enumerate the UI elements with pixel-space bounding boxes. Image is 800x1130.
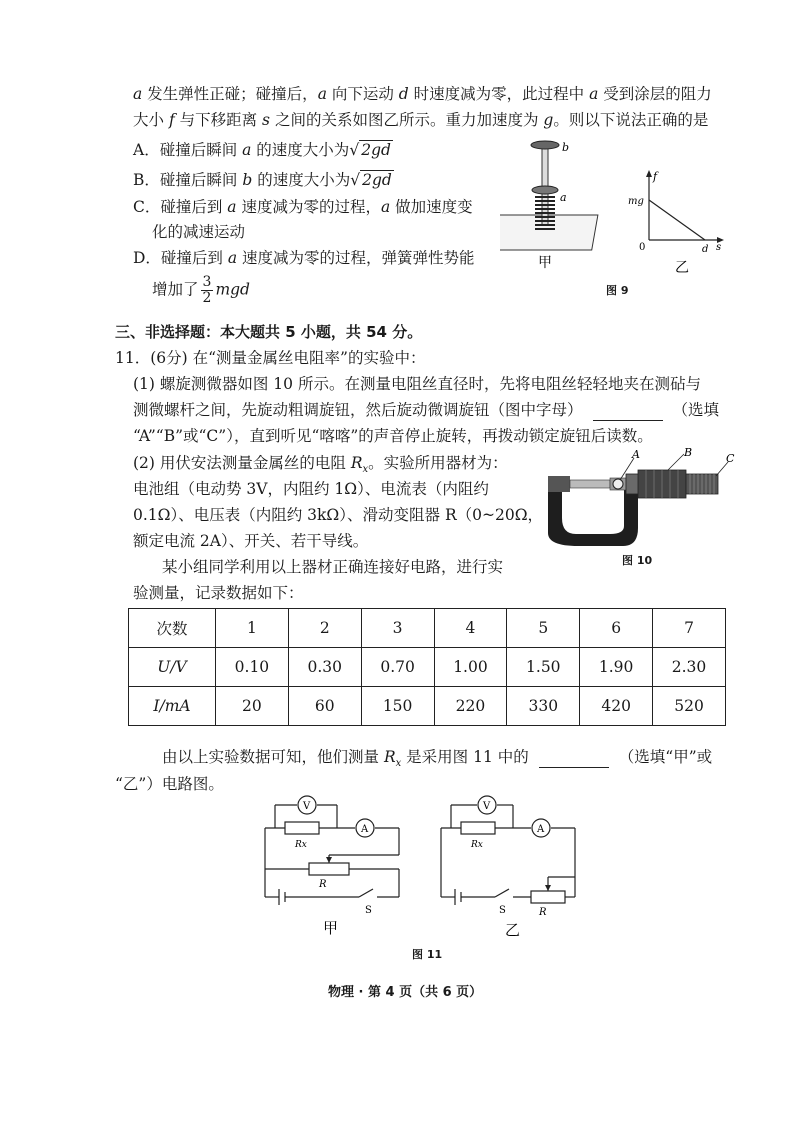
fig9-label-b: b xyxy=(562,141,570,154)
table-header-cell: 次数 xyxy=(129,609,216,648)
fig11-s-jia: S xyxy=(365,905,372,916)
fig11-ammeter-jia: A xyxy=(361,824,369,835)
circuit-yi xyxy=(441,796,575,905)
page-footer: 物理 · 第 4 页（共 6 页） xyxy=(328,985,483,1000)
table-header-row xyxy=(129,609,726,648)
fig9-axis-mg: mg xyxy=(628,196,644,207)
fig9-axis-f: f xyxy=(653,170,658,183)
fig9-caption: 图 9 xyxy=(606,284,629,297)
fig11-ammeter-yi: A xyxy=(537,824,545,835)
circuit-jia xyxy=(265,796,399,905)
table-cell: 520 xyxy=(653,687,726,726)
q11-part2-line5: 某小组同学利用以上器材正确连接好电路，进行实 xyxy=(162,558,504,576)
fig11-r-jia: R xyxy=(319,879,327,890)
table-cell: 60 xyxy=(288,687,361,726)
option-c: C．碰撞后到 a 速度减为零的过程，a 做加速度变 xyxy=(133,198,473,216)
fig11-label-jia: 甲 xyxy=(323,919,339,937)
table-row xyxy=(129,648,726,687)
fig10-label-b: B xyxy=(684,448,693,459)
table-cell: 1.50 xyxy=(507,648,580,687)
fig11-r-yi: R xyxy=(539,907,547,918)
q11-part1-line1: (1) 螺旋测微器如图 10 所示。在测量电阻丝直径时，先将电阻丝轻轻地夹在测砧与 xyxy=(133,375,701,393)
table-cell: U/V xyxy=(129,648,216,687)
q11-part2-line4: 额定电流 2A）、开关、若干导线。 xyxy=(133,532,369,550)
option-d-line-2: 增加了 $\frac{3}{2}$ mgd xyxy=(152,274,250,306)
table-cell: 1.90 xyxy=(580,648,653,687)
table-header-cell: 6 xyxy=(580,609,653,648)
fig11-voltmeter-yi: V xyxy=(483,801,491,812)
fraction-three-halves: $\frac{3}{2}$ xyxy=(202,274,212,306)
section-3-heading: 三、非选择题：本大题共 5 小题，共 54 分。 xyxy=(115,323,423,341)
fig9-label-yi: 乙 xyxy=(675,260,689,276)
table-cell: I/mA xyxy=(129,687,216,726)
answer-blank-1[interactable] xyxy=(593,400,663,421)
fig11-rx-jia: Rx xyxy=(295,840,307,850)
q11-part1-line3: “A”“B”或“C”），直到听见“喀喀”的声音停止旋转，再拨动锁定旋钮后读数。 xyxy=(133,427,653,445)
table-cell: 420 xyxy=(580,687,653,726)
fig11-rx-yi: Rx xyxy=(471,840,483,850)
table-cell: 0.70 xyxy=(361,648,434,687)
fig9-label-a: a xyxy=(560,191,567,204)
table-header-cell: 3 xyxy=(361,609,434,648)
table-header-cell: 1 xyxy=(216,609,289,648)
option-a: A．碰撞后瞬间 a 的速度大小为√ 2gd xyxy=(133,141,391,159)
table-cell: 1.00 xyxy=(434,648,507,687)
figure-11-circuits xyxy=(255,785,585,940)
option-c-line-2: 化的减速运动 xyxy=(152,223,246,241)
table-header-cell: 5 xyxy=(507,609,580,648)
q11-after-line2: “乙”）电路图。 xyxy=(115,775,224,793)
q11-part2-line3: 0.1Ω）、电压表（内阻约 3kΩ）、滑动变阻器 R（0~20Ω， xyxy=(133,506,544,524)
table-cell: 220 xyxy=(434,687,507,726)
fig10-label-a: A xyxy=(632,448,640,461)
figure-10-micrometer xyxy=(538,448,738,548)
table-row xyxy=(129,687,726,726)
fig9-axis-0: 0 xyxy=(639,242,646,253)
fig10-label-c: C xyxy=(726,452,735,465)
fig9-axis-d: d xyxy=(702,244,709,255)
table-cell: 2.30 xyxy=(653,648,726,687)
fig11-s-yi: S xyxy=(499,905,506,916)
table-cell: 20 xyxy=(216,687,289,726)
figure-9-jia xyxy=(500,135,610,270)
fig11-voltmeter-jia: V xyxy=(303,801,311,812)
q11-part2-line2: 电池组（电动势 3V，内阻约 1Ω）、电流表（内阻约 xyxy=(133,480,489,498)
table-cell: 0.10 xyxy=(216,648,289,687)
option-d: D．碰撞后到 a 速度减为零的过程，弹簧弹性势能 xyxy=(133,249,475,267)
option-b: B．碰撞后瞬间 b 的速度大小为√ 2gd xyxy=(133,171,392,189)
fig11-label-yi: 乙 xyxy=(505,921,521,939)
table-cell: 0.30 xyxy=(288,648,361,687)
table-header-cell: 2 xyxy=(288,609,361,648)
answer-blank-2[interactable] xyxy=(539,747,609,768)
table-header-cell: 4 xyxy=(434,609,507,648)
q11-after-line1: 由以上实验数据可知，他们测量 $R_x$ 是采用图 11 中的 （选填“甲”或 xyxy=(162,748,713,770)
figure-9-yi-graph xyxy=(625,168,725,278)
data-table xyxy=(128,608,726,726)
intro-line-2: 大小 f 与下移距离 s 之间的关系如图乙所示。重力加速度为 g。则以下说法正确的是 xyxy=(133,111,709,129)
table-cell: 330 xyxy=(507,687,580,726)
q11-title: 11．(6分) 在“测量金属丝电阻率”的实验中： xyxy=(115,349,426,367)
fig9-axis-s: s xyxy=(716,242,722,253)
table-header-cell: 7 xyxy=(653,609,726,648)
q11-part1-line2: 测微螺杆之间，先旋动粗调旋钮，然后旋动微调旋钮（图中字母） （选填 xyxy=(133,401,720,419)
q11-part2-line1: (2) 用伏安法测量金属丝的电阻 $R_x$。实验所用器材为： xyxy=(133,454,508,476)
table-cell: 150 xyxy=(361,687,434,726)
intro-line-1: a 发生弹性正碰；碰撞后，a 向下运动 d 时速度减为零，此过程中 a 受到涂层的阻力 xyxy=(133,85,712,103)
fig9-label-jia: 甲 xyxy=(538,255,552,270)
fig11-caption: 图 11 xyxy=(412,948,443,961)
q11-part2-line6: 验测量，记录数据如下： xyxy=(133,584,304,602)
fig10-caption: 图 10 xyxy=(622,554,653,567)
